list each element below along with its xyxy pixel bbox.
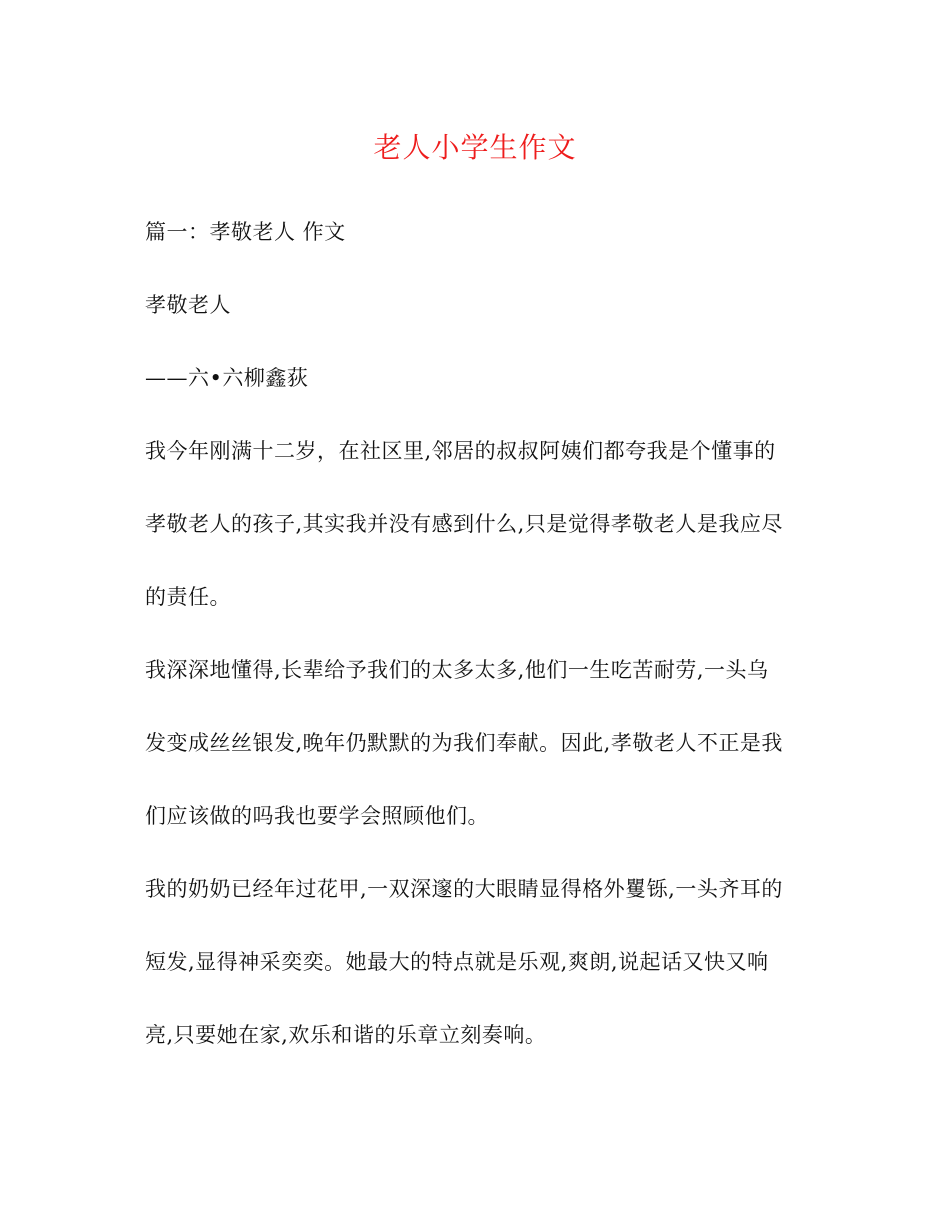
section-heading: 篇一：孝敬老人 作文 xyxy=(145,220,346,244)
paragraph-line: 我深深地懂得,长辈给予我们的太多太多,他们一生吃苦耐劳,一头乌 xyxy=(145,658,769,682)
paragraph-line: 发变成丝丝银发,晚年仍默默的为我们奉献。因此,孝敬老人不正是我 xyxy=(145,731,783,755)
essay-subtitle: 孝敬老人 xyxy=(145,293,231,317)
paragraph-line: 亮,只要她在家,欢乐和谐的乐章立刻奏响。 xyxy=(145,1023,547,1047)
document-title: 老人小学生作文 xyxy=(373,131,577,164)
essay-author: ——六•六柳鑫荻 xyxy=(145,366,309,390)
paragraph-line: 短发,显得神采奕奕。她最大的特点就是乐观,爽朗,说起话又快又响 xyxy=(145,950,769,974)
paragraph-line: 我今年刚满十二岁，在社区里,邻居的叔叔阿姨们都夸我是个懂事的 xyxy=(145,439,776,463)
paragraph-line: 们应该做的吗我也要学会照顾他们。 xyxy=(145,804,489,828)
paragraph-line: 孝敬老人的孩子,其实我并没有感到什么,只是觉得孝敬老人是我应尽 xyxy=(145,512,783,536)
paragraph-line: 的责任。 xyxy=(145,585,231,609)
paragraph-line: 我的奶奶已经年过花甲,一双深邃的大眼睛显得格外矍铄,一头齐耳的 xyxy=(145,877,783,901)
